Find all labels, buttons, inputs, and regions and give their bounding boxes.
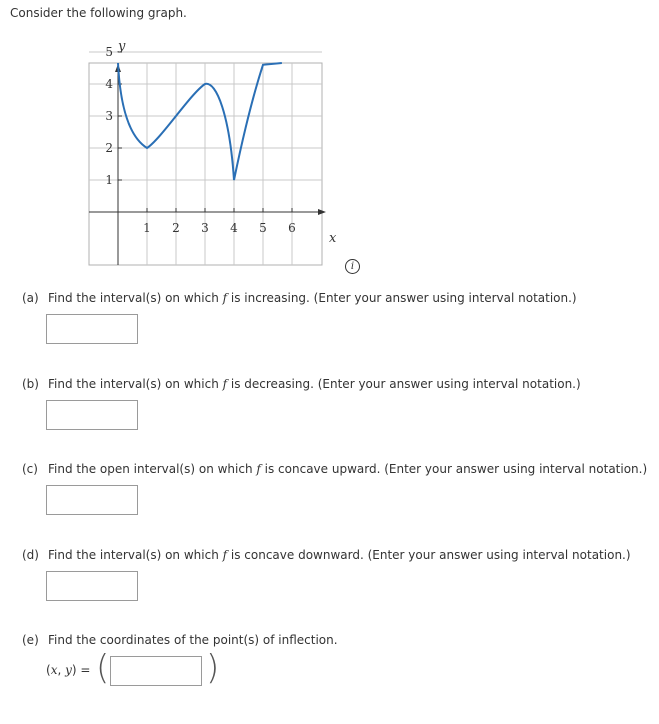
- answer-c-input[interactable]: [46, 485, 138, 515]
- answer-d-input[interactable]: [46, 571, 138, 601]
- question-b-fn: f: [222, 377, 228, 391]
- question-c-fn: f: [256, 462, 261, 476]
- function-curve: [118, 63, 282, 180]
- question-c: [22, 462, 647, 476]
- question-e: [22, 633, 338, 647]
- close-paren: ): [206, 648, 220, 688]
- question-c-post: is concave upward. (Enter your answer using interval notation.): [260, 462, 648, 476]
- y-tick-label: 1: [105, 173, 113, 187]
- inflection-point-input[interactable]: [110, 656, 202, 686]
- question-d-fn: f: [222, 548, 228, 562]
- question-b: [22, 377, 581, 391]
- question-a-post: is increasing. (Enter your answer using interval notation.): [227, 291, 577, 305]
- point-label-eq: ) =: [71, 663, 91, 677]
- point-label-sep: ,: [57, 663, 66, 677]
- function-graph: [84, 38, 344, 270]
- y-axis-label: y: [118, 39, 126, 54]
- point-label-x: x: [50, 663, 58, 677]
- question-c-pre: Find the open interval(s) on which: [48, 462, 257, 476]
- question-d-letter: (d): [22, 548, 39, 562]
- y-tick-label: 3: [105, 109, 113, 123]
- y-tick-label: 5: [105, 45, 113, 59]
- x-tick-label: 5: [259, 221, 267, 235]
- question-c-letter: (c): [22, 462, 38, 476]
- x-tick-label: 1: [143, 221, 151, 235]
- open-paren: (: [96, 648, 110, 688]
- tick-labels: [105, 45, 295, 235]
- question-b-letter: (b): [22, 377, 39, 391]
- question-b-pre: Find the interval(s) on which: [48, 377, 223, 391]
- point-label-open: (: [46, 663, 51, 677]
- question-a-pre: Find the interval(s) on which: [48, 291, 223, 305]
- intro-text: Consider the following graph.: [10, 6, 187, 20]
- point-label: [46, 663, 90, 677]
- question-a-fn: f: [222, 291, 228, 305]
- answer-b-input[interactable]: [46, 400, 138, 430]
- question-d: [22, 548, 631, 562]
- answer-a-input[interactable]: [46, 314, 138, 344]
- x-tick-label: 2: [172, 221, 180, 235]
- question-e-letter: (e): [22, 633, 39, 647]
- info-icon[interactable]: i: [345, 259, 360, 274]
- question-d-pre: Find the interval(s) on which: [48, 548, 223, 562]
- y-tick-label: 2: [105, 141, 113, 155]
- x-tick-label: 3: [201, 221, 209, 235]
- question-e-text: Find the coordinates of the point(s) of inflection.: [48, 633, 338, 647]
- x-axis-label: x: [329, 231, 337, 246]
- question-a: [22, 291, 577, 305]
- question-a-letter: (a): [22, 291, 39, 305]
- y-tick-label: 4: [105, 77, 113, 91]
- question-d-post: is concave downward. (Enter your answer using interval notation.): [227, 548, 631, 562]
- x-tick-label: 4: [230, 221, 238, 235]
- point-label-y: y: [65, 663, 72, 677]
- question-b-post: is decreasing. (Enter your answer using interval notation.): [227, 377, 581, 391]
- x-tick-label: 6: [288, 221, 296, 235]
